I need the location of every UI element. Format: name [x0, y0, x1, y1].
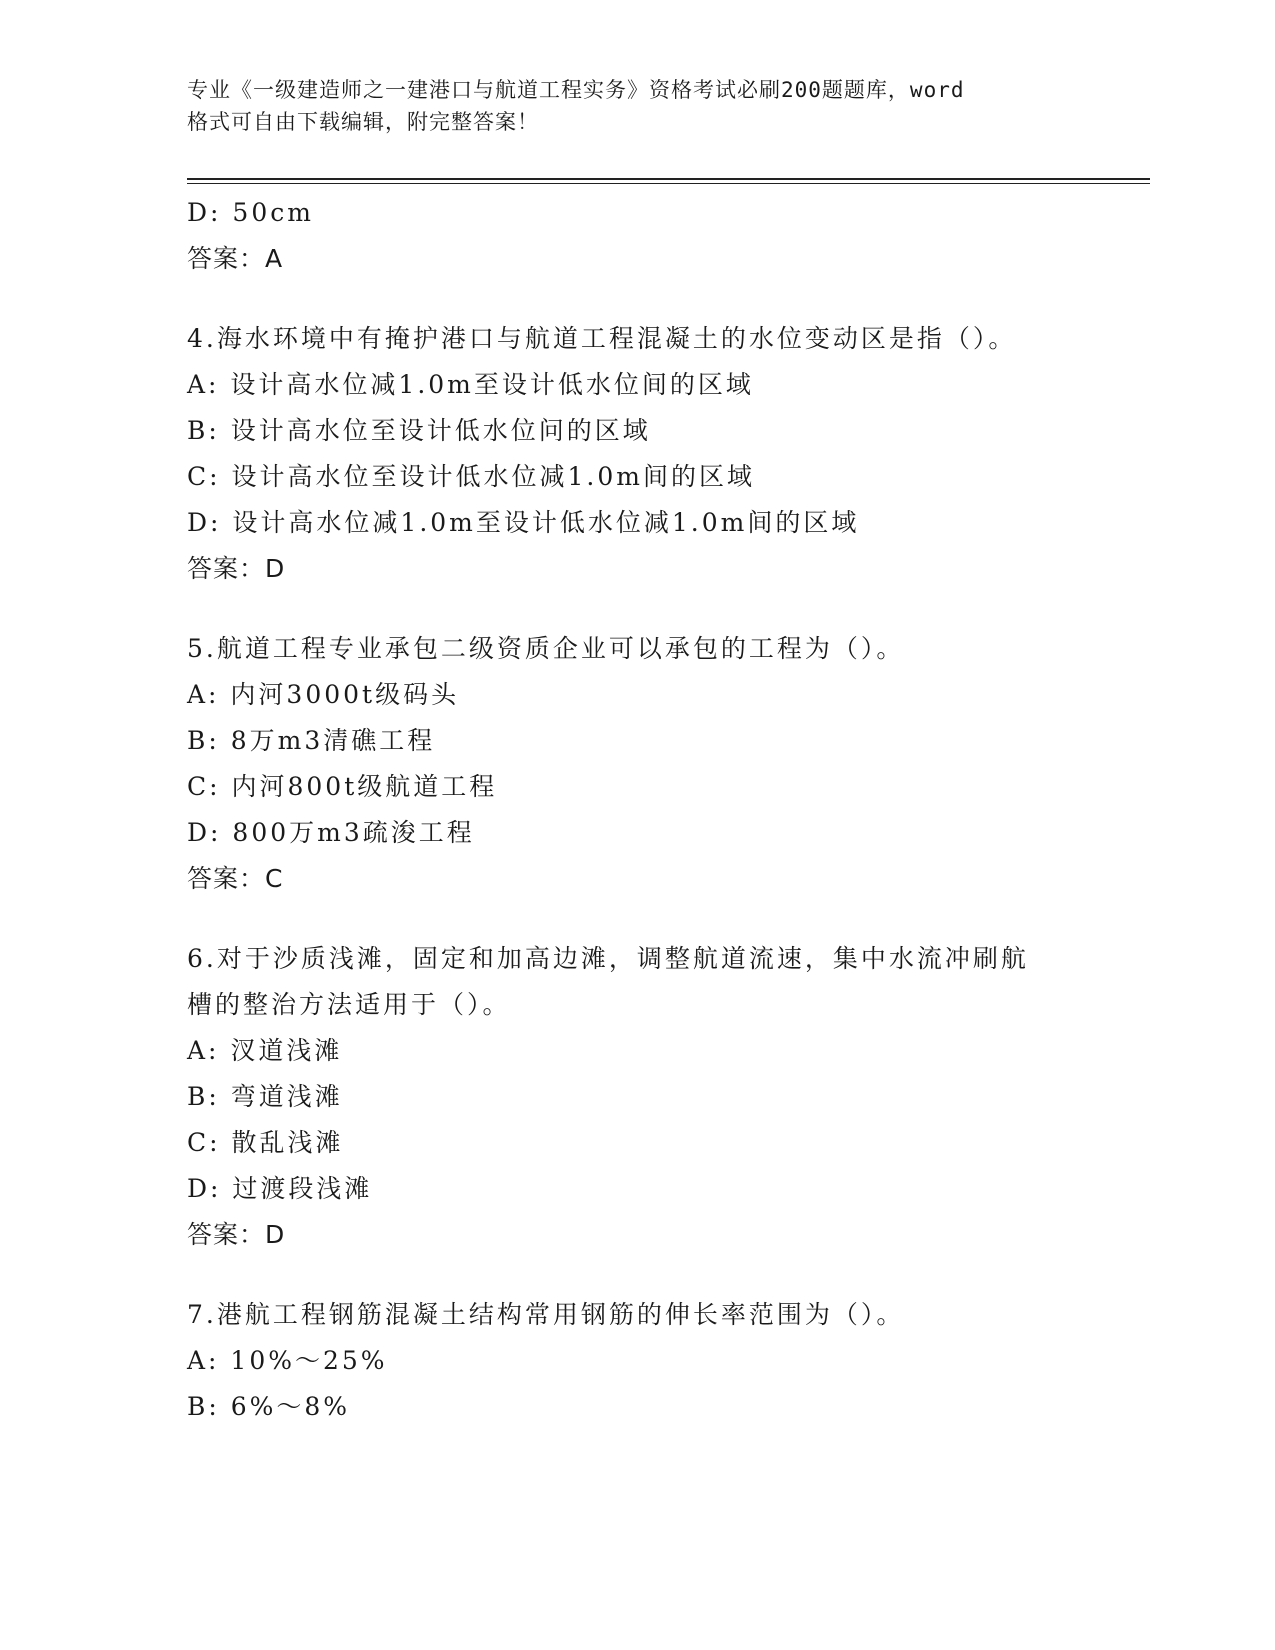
option-b: B: 弯道浅滩 — [187, 1082, 343, 1111]
answer-line: 答案：D — [187, 554, 286, 583]
header-divider-thick — [187, 178, 1150, 180]
option-d: D: 设计高水位减1.0m至设计低水位减1.0m间的区域 — [187, 508, 860, 537]
question-list — [187, 190, 1150, 1430]
answer-line: 答案：C — [187, 864, 284, 893]
document-header — [187, 74, 1067, 138]
option-a: A: 内河3000t级码头 — [187, 680, 460, 709]
option-c: C: 散乱浅滩 — [187, 1128, 344, 1157]
question-6-block — [187, 936, 1150, 1258]
option-b: B: 设计高水位至设计低水位问的区域 — [187, 416, 651, 445]
header-divider-thin — [187, 183, 1150, 184]
question-stem: 4.海水环境中有掩护港口与航道工程混凝土的水位变动区是指（）。 — [187, 324, 1017, 353]
option-d: D: 800万m3疏浚工程 — [187, 818, 475, 847]
option-a: A: 10%～25% — [187, 1346, 388, 1375]
option-c: C: 设计高水位至设计低水位减1.0m间的区域 — [187, 462, 755, 491]
question-stem-continued: 槽的整治方法适用于（）。 — [187, 990, 511, 1019]
option-d: D: 过渡段浅滩 — [187, 1174, 373, 1203]
question-7-block — [187, 1292, 1150, 1430]
question-stem: 7.港航工程钢筋混凝土结构常用钢筋的伸长率范围为（）。 — [187, 1300, 905, 1329]
option-a: A: 设计高水位减1.0m至设计低水位间的区域 — [187, 370, 754, 399]
question-stem: 5.航道工程专业承包二级资质企业可以承包的工程为（）。 — [187, 634, 905, 663]
option-d: D: 50cm — [187, 198, 314, 227]
option-c: C: 内河800t级航道工程 — [187, 772, 498, 801]
option-b: B: 6%～8% — [187, 1392, 351, 1421]
option-a: A: 汊道浅滩 — [187, 1036, 343, 1065]
answer-line: 答案：D — [187, 1220, 286, 1249]
option-b: B: 8万m3清礁工程 — [187, 726, 436, 755]
question-stem: 6.对于沙质浅滩，固定和加高边滩，调整航道流速，集中水流冲刷航 — [187, 944, 1029, 973]
header-line-2: 格式可自由下载编辑，附完整答案！ — [187, 110, 539, 134]
answer-line: 答案：A — [187, 244, 284, 273]
header-line-1: 专业《一级建造师之一建港口与航道工程实务》资格考试必刷200题题库，word — [187, 78, 965, 102]
question-4-block — [187, 316, 1150, 592]
continued-question-block — [187, 190, 1150, 282]
question-5-block — [187, 626, 1150, 902]
